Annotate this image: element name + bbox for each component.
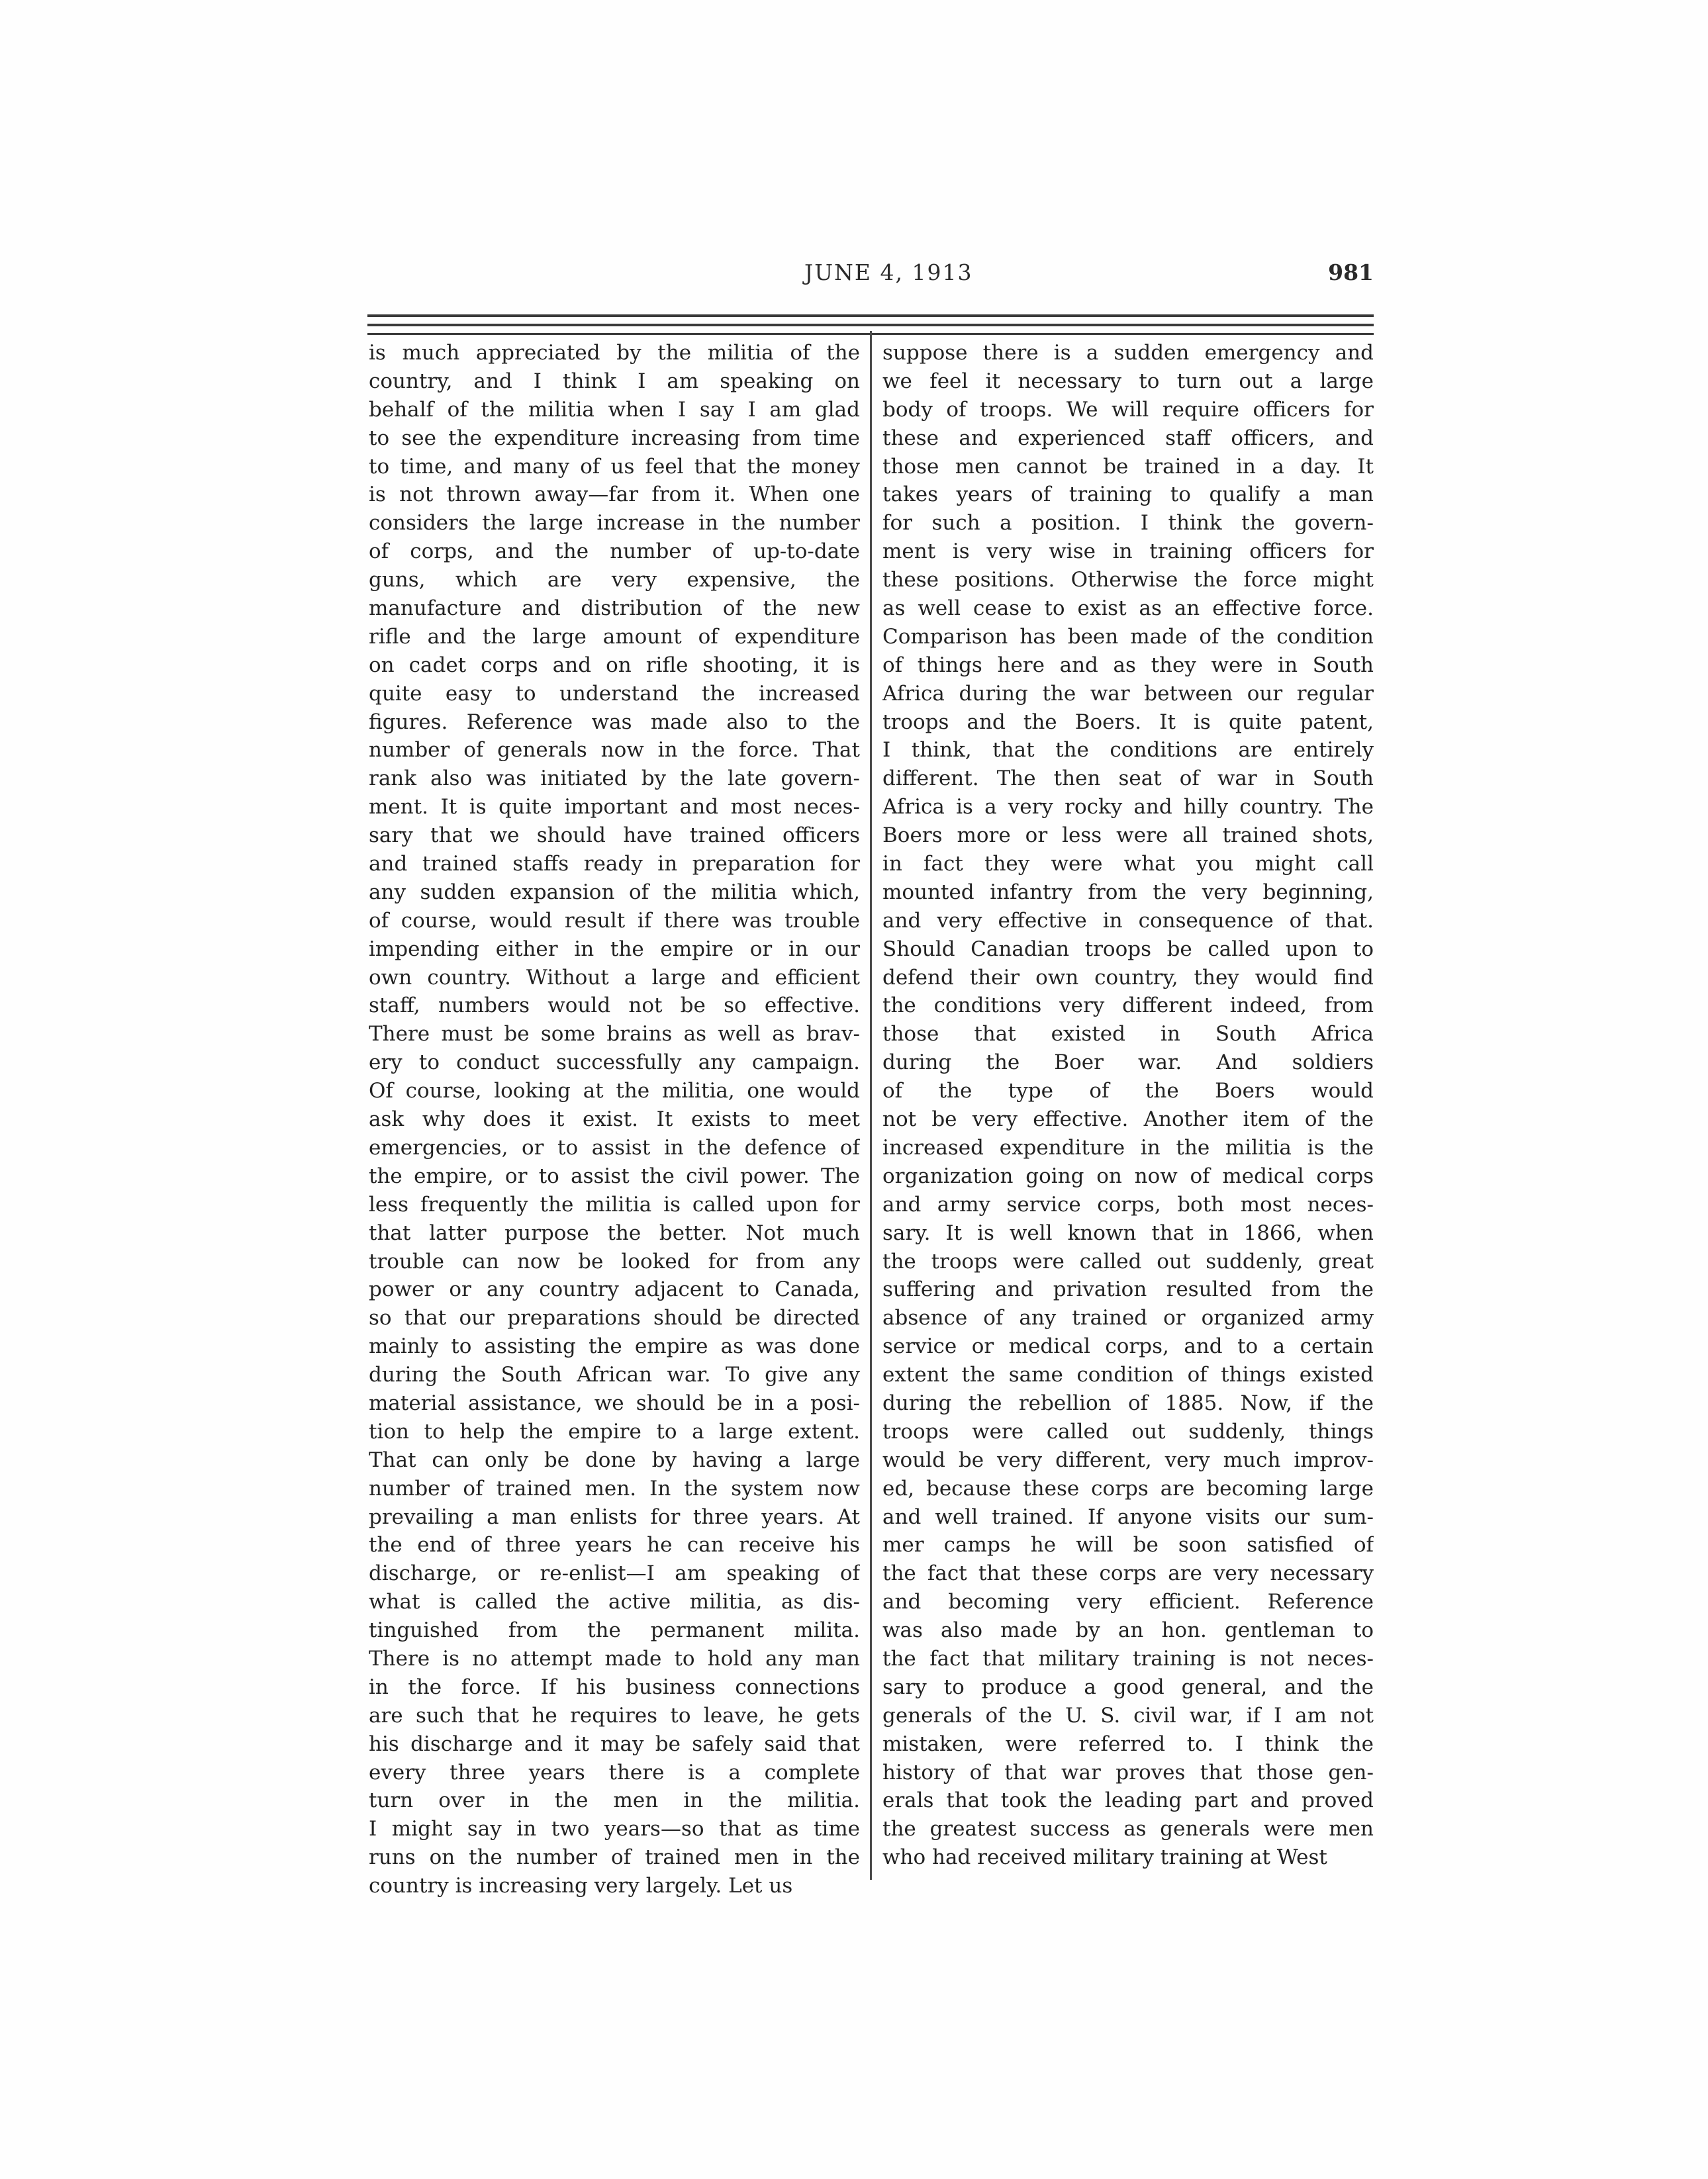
- left-column-line: That can only be done by having a large: [369, 1448, 860, 1472]
- left-column-line: quite easy to understand the increased: [369, 681, 860, 706]
- left-column-line: to time, and many of us feel that the money: [369, 454, 860, 479]
- left-column-line: that latter purpose the better. Not much: [369, 1221, 860, 1245]
- right-column-line: would be very different, very much improv-: [882, 1448, 1374, 1472]
- left-column-line: behalf of the militia when I say I am glad: [369, 397, 860, 422]
- left-column-line: is not thrown away—far from it. When one: [369, 483, 860, 507]
- header-date: JUNE 4, 1913: [804, 259, 973, 285]
- left-column-line: Of course, looking at the militia, one would: [369, 1079, 860, 1103]
- left-column-line: impending either in the empire or in our: [369, 937, 860, 961]
- right-column-line: and very effective in consequence of that.: [882, 908, 1374, 933]
- right-column-line: organization going on now of medical corps: [882, 1164, 1374, 1188]
- right-column-line: during the rebellion of 1885. Now, if the: [882, 1391, 1374, 1415]
- left-column-line: any sudden expansion of the militia which,: [369, 880, 860, 904]
- right-column-line: mer camps he will be soon satisfied of: [882, 1533, 1374, 1557]
- left-column-line: during the South African war. To give any: [369, 1363, 860, 1387]
- left-column-line: emergencies, or to assist in the defence of: [369, 1135, 860, 1160]
- left-column-line: of course, would result if there was trouble: [369, 908, 860, 933]
- left-column-line: There must be some brains as well as brav-: [369, 1022, 860, 1046]
- left-column-line: material assistance, we should be in a posi-: [369, 1391, 860, 1415]
- left-column-line: every three years there is a complete: [369, 1760, 860, 1785]
- left-column-line: trouble can now be looked for from any: [369, 1249, 860, 1274]
- left-column-line: own country. Without a large and efficient: [369, 965, 860, 990]
- right-column-line: suffering and privation resulted from the: [882, 1277, 1374, 1302]
- right-column-line: of the type of the Boers would: [882, 1079, 1374, 1103]
- running-head: [367, 259, 1374, 293]
- right-column-line: troops and the Boers. It is quite patent,: [882, 710, 1374, 734]
- left-column-line: There is no attempt made to hold any man: [369, 1646, 860, 1671]
- right-column-line: extent the same condition of things existed: [882, 1363, 1374, 1387]
- right-column-line: history of that war proves that those gen-: [882, 1760, 1374, 1785]
- left-column-line: figures. Reference was made also to the: [369, 710, 860, 734]
- right-column-line: Should Canadian troops be called upon to: [882, 937, 1374, 961]
- right-column-line: mistaken, were referred to. I think the: [882, 1732, 1374, 1756]
- right-column-line: suppose there is a sudden emergency and: [882, 341, 1374, 365]
- left-column-line: less frequently the militia is called upon for: [369, 1192, 860, 1217]
- left-column-line: the empire, or to assist the civil power. The: [369, 1164, 860, 1188]
- left-column-line: discharge, or re-enlist—I am speaking of: [369, 1561, 860, 1586]
- left-column-line: runs on the number of trained men in the: [369, 1845, 860, 1870]
- right-column-line: the fact that military training is not neces-: [882, 1646, 1374, 1671]
- left-column-line: rifle and the large amount of expenditure: [369, 624, 860, 649]
- right-column-line: Africa is a very rocky and hilly country. The: [882, 795, 1374, 819]
- right-column-line: sary to produce a good general, and the: [882, 1675, 1374, 1699]
- right-column-line: these positions. Otherwise the force might: [882, 568, 1374, 592]
- right-column-line: and army service corps, both most neces-: [882, 1192, 1374, 1217]
- right-column-line: erals that took the leading part and proved: [882, 1788, 1374, 1813]
- left-column-line: of corps, and the number of up-to-date: [369, 539, 860, 564]
- right-column-line: ment is very wise in training officers for: [882, 539, 1374, 564]
- left-column-line: I might say in two years—so that as time: [369, 1817, 860, 1841]
- left-column-line: sary that we should have trained officers: [369, 823, 860, 848]
- right-column-line: Africa during the war between our regular: [882, 681, 1374, 706]
- right-column-line: Comparison has been made of the condition: [882, 624, 1374, 649]
- left-column-line: prevailing a man enlists for three years. At: [369, 1505, 860, 1529]
- right-column-line: for such a position. I think the govern-: [882, 511, 1374, 535]
- left-column-line: mainly to assisting the empire as was done: [369, 1334, 860, 1359]
- right-column-line: in fact they were what you might call: [882, 852, 1374, 876]
- right-column-line: Boers more or less were all trained shots,: [882, 823, 1374, 848]
- left-column-line: turn over in the men in the militia.: [369, 1788, 860, 1813]
- right-column-line: takes years of training to qualify a man: [882, 483, 1374, 507]
- left-column-line: his discharge and it may be safely said that: [369, 1732, 860, 1756]
- left-column-line: the end of three years he can receive his: [369, 1533, 860, 1557]
- left-column-line: tion to help the empire to a large extent.: [369, 1419, 860, 1444]
- left-column-line: power or any country adjacent to Canada,: [369, 1277, 860, 1302]
- right-column-line: defend their own country, they would find: [882, 965, 1374, 990]
- left-column-line: is much appreciated by the militia of the: [369, 341, 860, 365]
- right-column-line: those men cannot be trained in a day. It: [882, 454, 1374, 479]
- right-column-line: mounted infantry from the very beginning,: [882, 880, 1374, 904]
- right-column-line: and well trained. If anyone visits our sum-: [882, 1505, 1374, 1529]
- left-column-line: country is increasing very largely. Let us: [369, 1874, 793, 1898]
- right-column-line: as well cease to exist as an effective force.: [882, 596, 1374, 621]
- right-column-line: I think, that the conditions are entirely: [882, 738, 1374, 763]
- left-column-line: manufacture and distribution of the new: [369, 596, 860, 621]
- right-column-line: who had received military training at West: [882, 1845, 1327, 1870]
- left-column-line: number of generals now in the force. That: [369, 738, 860, 763]
- right-column-line: the greatest success as generals were men: [882, 1817, 1374, 1841]
- left-column-line: so that our preparations should be directed: [369, 1306, 860, 1330]
- left-column-line: ment. It is quite important and most neces-: [369, 795, 860, 819]
- left-column-line: country, and I think I am speaking on: [369, 369, 860, 393]
- right-column-line: was also made by an hon. gentleman to: [882, 1618, 1374, 1643]
- left-column: [369, 339, 860, 1900]
- right-column-line: and becoming very efficient. Reference: [882, 1590, 1374, 1614]
- right-column-line: body of troops. We will require officers for: [882, 397, 1374, 422]
- header-rule-top: [367, 314, 1374, 317]
- right-column-line: the conditions very different indeed, from: [882, 994, 1374, 1018]
- left-column-line: number of trained men. In the system now: [369, 1476, 860, 1501]
- left-column-line: ery to conduct successfully any campaign.: [369, 1050, 860, 1075]
- right-column: [882, 339, 1374, 1872]
- right-column-line: service or medical corps, and to a certain: [882, 1334, 1374, 1359]
- column-divider: [870, 331, 872, 1880]
- right-column-line: generals of the U. S. civil war, if I am not: [882, 1703, 1374, 1728]
- right-column-line: increased expenditure in the militia is the: [882, 1135, 1374, 1160]
- right-column-line: of things here and as they were in South: [882, 653, 1374, 677]
- right-column-line: ed, because these corps are becoming large: [882, 1476, 1374, 1501]
- right-column-line: not be very effective. Another item of the: [882, 1107, 1374, 1132]
- right-column-line: different. The then seat of war in South: [882, 766, 1374, 791]
- left-column-line: considers the large increase in the number: [369, 511, 860, 535]
- right-column-line: those that existed in South Africa: [882, 1022, 1374, 1046]
- left-column-line: what is called the active militia, as dis-: [369, 1590, 860, 1614]
- left-column-line: ask why does it exist. It exists to meet: [369, 1107, 860, 1132]
- right-column-line: we feel it necessary to turn out a large: [882, 369, 1374, 393]
- left-column-line: tinguished from the permanent milita.: [369, 1618, 860, 1643]
- left-column-line: in the force. If his business connections: [369, 1675, 860, 1699]
- right-column-line: during the Boer war. And soldiers: [882, 1050, 1374, 1075]
- header-rule-middle: [367, 324, 1374, 326]
- right-column-line: these and experienced staff officers, and: [882, 426, 1374, 450]
- right-column-line: the fact that these corps are very necessary: [882, 1561, 1374, 1586]
- left-column-line: guns, which are very expensive, the: [369, 568, 860, 592]
- left-column-line: on cadet corps and on rifle shooting, it is: [369, 653, 860, 677]
- right-column-line: the troops were called out suddenly, great: [882, 1249, 1374, 1274]
- left-column-line: and trained staffs ready in preparation for: [369, 852, 860, 876]
- right-column-line: absence of any trained or organized army: [882, 1306, 1374, 1330]
- left-column-line: are such that he requires to leave, he gets: [369, 1703, 860, 1728]
- right-column-line: troops were called out suddenly, things: [882, 1419, 1374, 1444]
- left-column-line: staff, numbers would not be so effective.: [369, 994, 860, 1018]
- right-column-line: sary. It is well known that in 1866, when: [882, 1221, 1374, 1245]
- left-column-line: to see the expenditure increasing from time: [369, 426, 860, 450]
- page-number: 981: [1328, 259, 1374, 285]
- left-column-line: rank also was initiated by the late govern-: [369, 766, 860, 791]
